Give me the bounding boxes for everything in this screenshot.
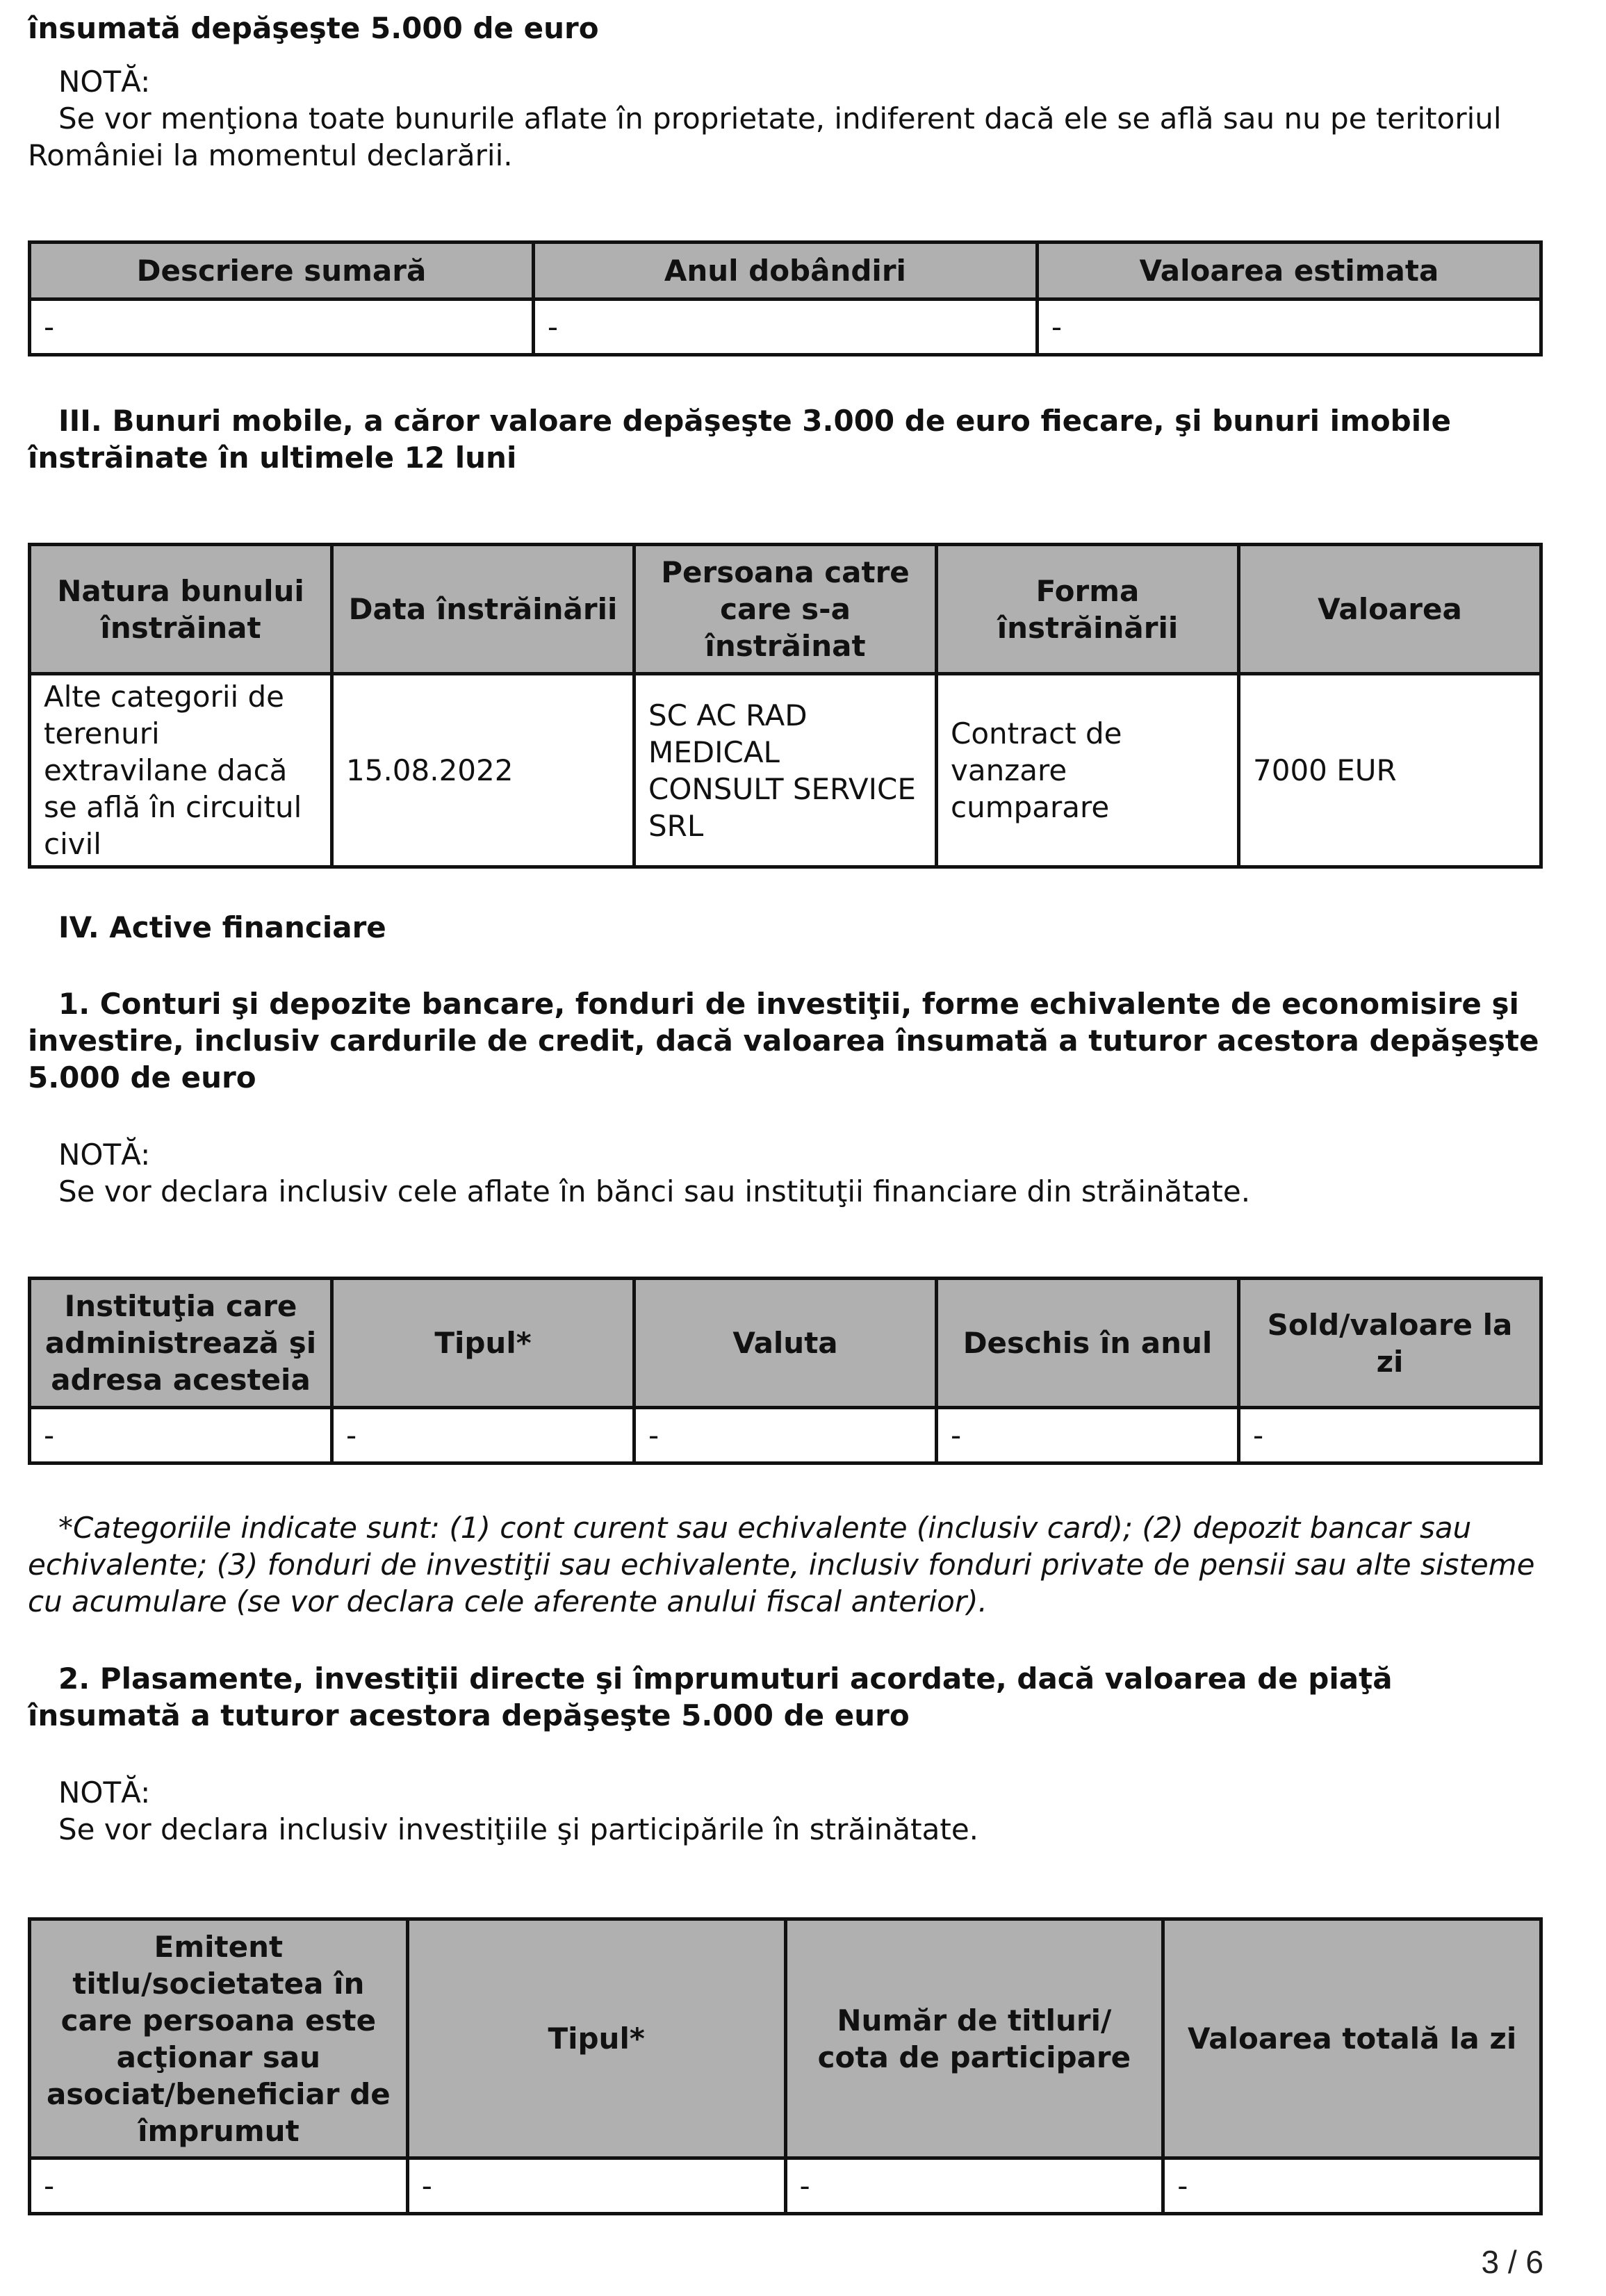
note-text: Se vor declara inclusiv investiţiile şi participările în străinătate. (58, 1812, 979, 1846)
table-header-row (30, 545, 1541, 674)
table-cell: Contract de vanzare cumparare (937, 674, 1239, 867)
header-cell: Valoarea (1239, 545, 1541, 674)
header-cell: Persoana catre care s-a înstrăinat (634, 545, 937, 674)
document-page (28, 0, 1543, 2215)
table-cell: 15.08.2022 (332, 674, 634, 867)
table-row (30, 674, 1541, 867)
section-heading-tail: însumată depăşeşte 5.000 de euro (28, 11, 599, 45)
header-cell: Tipul* (407, 1919, 785, 2158)
footnote: *Categoriile indicate sunt: (1) cont curent sau echivalente (inclusiv card); (2) depozit bancar sau echivalente; (3) fonduri de investiţii sau echivalente, inclusiv fonduri private de pensii sau alte sisteme cu acumulare (se vor declara cele aferente anului fiscal anterior). (28, 1511, 1535, 1618)
header-cell: Data înstrăinării (332, 545, 634, 674)
table-row (30, 300, 1541, 355)
table-cell: - (533, 300, 1037, 355)
alienated-assets-table (28, 543, 1543, 869)
note-label: NOTĂ: (58, 1138, 151, 1172)
table-cell: - (1239, 1408, 1541, 1463)
page-number: 3 / 6 (1481, 2244, 1543, 2280)
table-row (30, 1408, 1541, 1463)
header-cell: Instituţia care administrează şi adresa acesteia (30, 1279, 332, 1408)
header-cell: Valoarea estimata (1037, 243, 1541, 300)
note-label: NOTĂ: (58, 1776, 151, 1810)
subsection-heading: 1. Conturi şi depozite bancare, fonduri de investiţii, forme echivalente de economisire şi investire, inclusiv cardurile de credit, dacă valoarea însumată a tuturor acestora depăşeşte 5.000 de euro (28, 987, 1539, 1094)
table-row (30, 2158, 1541, 2214)
header-cell: Tipul* (332, 1279, 634, 1408)
table-cell: 7000 EUR (1239, 674, 1541, 867)
table-header-row (30, 243, 1541, 300)
table-cell: - (30, 2158, 408, 2214)
table-header-row (30, 1279, 1541, 1408)
table-cell: - (407, 2158, 785, 2214)
header-cell: Valoarea totală la zi (1163, 1919, 1541, 2158)
header-cell: Deschis în anul (937, 1279, 1239, 1408)
header-cell: Anul dobândiri (533, 243, 1037, 300)
header-cell: Număr de titluri/ cota de participare (785, 1919, 1163, 2158)
table-cell: - (634, 1408, 937, 1463)
header-cell: Descriere sumară (30, 243, 534, 300)
table-cell: - (1037, 300, 1541, 355)
table-header-row (30, 1919, 1541, 2158)
table-cell: - (1163, 2158, 1541, 2214)
note-text: Se vor declara inclusiv cele aflate în bănci sau instituţii financiare din străinătate. (58, 1174, 1251, 1208)
table-cell: Alte categorii de terenuri extravilane dacă se află în circuitul civil (30, 674, 332, 867)
note-label: NOTĂ: (58, 65, 151, 99)
header-cell: Emitent titlu/societatea în care persoana este acţionar sau asociat/beneficiar de împrumut (30, 1919, 408, 2158)
table-cell: SC AC RAD MEDICAL CONSULT SERVICE SRL (634, 674, 937, 867)
header-cell: Natura bunului înstrăinat (30, 545, 332, 674)
table-cell: - (785, 2158, 1163, 2214)
header-cell: Forma înstrăinării (937, 545, 1239, 674)
table-cell: - (30, 1408, 332, 1463)
bank-accounts-table (28, 1277, 1543, 1465)
note-text: Se vor menţiona toate bunurile aflate în proprietate, indiferent dacă ele se află sau nu pe teritoriul României la momentul declarării. (28, 101, 1502, 172)
investments-table (28, 1917, 1543, 2215)
table-cell: - (937, 1408, 1239, 1463)
header-cell: Valuta (634, 1279, 937, 1408)
section-heading: IV. Active financiare (58, 910, 386, 944)
table-cell: - (30, 300, 534, 355)
subsection-heading: 2. Plasamente, investiţii directe şi împrumuturi acordate, dacă valoarea de piaţă însumată a tuturor acestora depăşeşte 5.000 de euro (28, 1662, 1393, 1732)
header-cell: Sold/valoare la zi (1239, 1279, 1541, 1408)
table-cell: - (332, 1408, 634, 1463)
assets-table (28, 240, 1543, 356)
section-heading: III. Bunuri mobile, a căror valoare depăşeşte 3.000 de euro fiecare, şi bunuri imobile înstrăinate în ultimele 12 luni (28, 404, 1452, 475)
